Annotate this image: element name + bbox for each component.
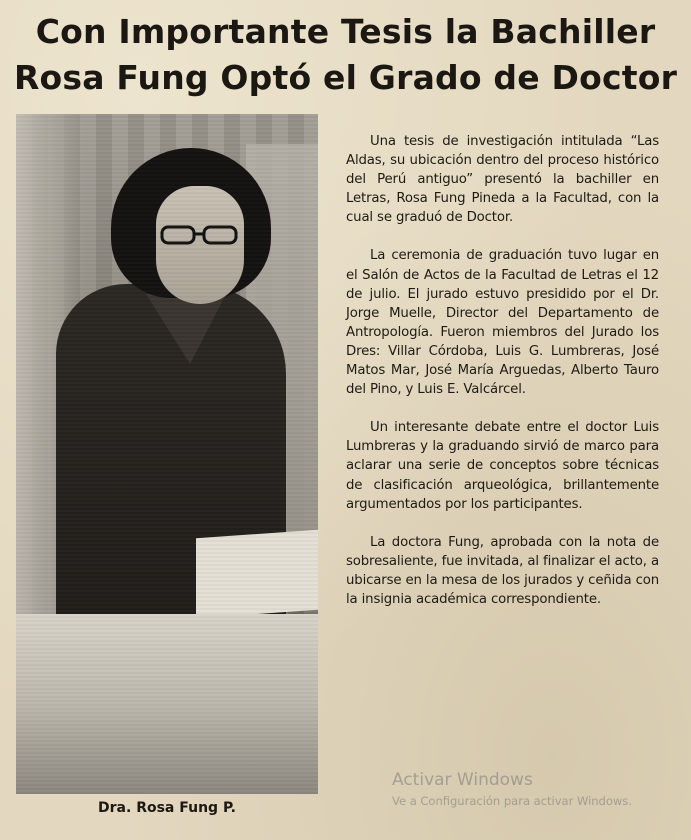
- article-paragraph-3: Un interesante debate entre el doctor Luis Lumbreras y la graduando sirvió de marco para aclarar una serie de conceptos sobre técnicas de clasificación arqueológica, brillantemente argumentados por los participantes.: [346, 420, 659, 512]
- headline-line-2: Rosa Fung Optó el Grado de Doctor: [13, 58, 678, 97]
- headline-line-1: Con Importante Tesis la Bachiller: [35, 12, 656, 51]
- article-paragraph-4: La doctora Fung, aprobada con la nota de sobresaliente, fue invitada, al finalizar el acto, a ubicarse en la mesa de los jurados y ceñida con la insignia académica correspondiente.: [346, 534, 659, 607]
- photo-caption: Dra. Rosa Fung P.: [98, 800, 236, 816]
- article-paragraph-2: La ceremonia de graduación tuvo lugar en el Salón de Actos de la Facultad de Letras el 12 de julio. El jurado estuvo presidido por el Dr. Jorge Muelle, Director del Departamento de Antropología. Fueron miembros del Jurado los Dres: Villar Córdoba, Luis G. Lumbreras, José Matos Mar, José María Arguedas, Alberto Tauro del Pino, y Luis E. Valcárcel.: [346, 248, 659, 398]
- article-body: [346, 132, 659, 628]
- portrait-photo: [16, 114, 318, 794]
- photo-grain: [16, 114, 318, 794]
- activation-watermark-title: Activar Windows: [392, 770, 533, 790]
- activation-watermark-subtitle: Ve a Configuración para activar Windows.: [392, 794, 632, 808]
- article-paragraph-1: Una tesis de investigación intitulada “Las Aldas, su ubicación dentro del proceso histórico del Perú antiguo” presentó la bachiller en Letras, Rosa Fung Pineda a la Facultad, con la cual se graduó de Doctor.: [346, 134, 659, 226]
